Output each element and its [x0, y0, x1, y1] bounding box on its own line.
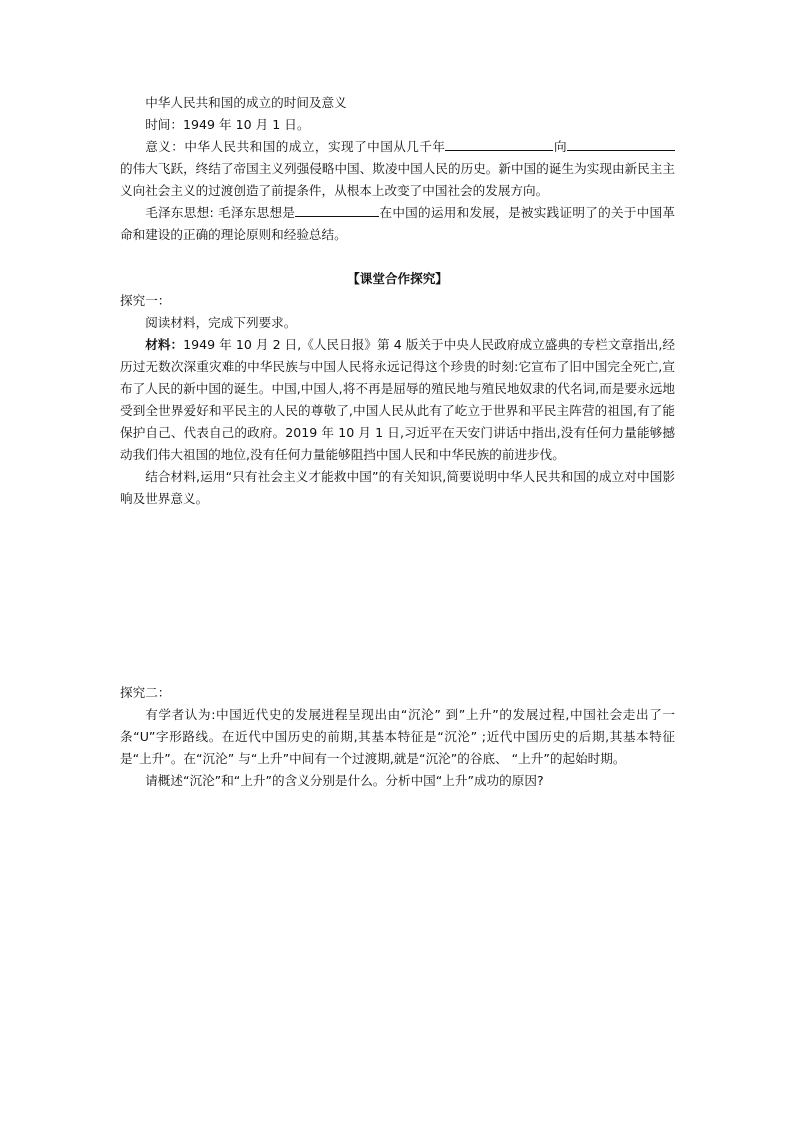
explore1-label: 探究一： — [120, 293, 171, 308]
explore2-label: 探究二： — [120, 685, 171, 700]
fill-blank-2[interactable] — [567, 136, 675, 151]
mao-prefix: 毛泽东思想: 毛泽东思想是 — [145, 205, 296, 220]
explore2-question: 请概述“沉沦”和“上升”的含义分别是什么。分析中国“上升”成功的原因? — [145, 773, 544, 788]
mao-paragraph — [120, 202, 675, 246]
answer-space[interactable] — [120, 510, 675, 682]
explore1-material — [120, 334, 675, 466]
explore1-instruction: 阅读材料，完成下列要求。 — [145, 315, 297, 330]
meaning-rest: 的伟大飞跃，终结了帝国主义列强侵略中国、欺凌中国人民的历史。新中国的诞生为实现由新民主主义向社会主义的过渡创造了前提条件，从根本上改变了中国社会的发展方向。 — [120, 161, 675, 198]
explore2-text: 有学者认为:中国近代史的发展进程呈现出由“沉沦” 到”上升”的发展过程,中国社会走出了一条“U”字形路线。在近代中国历史的前期,其基本特征是“沉沦” ;近代中国历史的后期,其基本特征是“上升”。在“沉沦” 与“上升”中间有一个过渡期,就是“沉沦”的谷底、 “上升”的起始时期。 — [120, 707, 675, 766]
fill-blank-1[interactable] — [445, 136, 553, 151]
mao-rest: 在中国的运用和发展，是被实践证明了的关于中国革命和建设的正确的理论原则和经验总结。 — [120, 205, 676, 242]
section-title: 【课堂合作探究】 — [347, 271, 448, 286]
meaning-mid: 向 — [553, 139, 568, 154]
material-label: 材料： — [145, 337, 184, 352]
meaning-paragraph — [120, 136, 675, 202]
material-text: 1949 年 10 月 2 日,《人民日报》第 4 版关于中央人民政府成立盛典的专栏文章指出,经历过无数次深重灾难的中华民族与中国人民将永远记得这个珍贵的时刻:它宣布了旧中国完全死亡,宣布了人民的新中国的诞生。中国,中国人,将不再是屈辱的殖民地与殖民地奴隶的代名词,而是要永远地受到全世界爱好和平民主的人民的尊敬了,中国人民从此有了屹立于世界和平民主阵营的祖国,有了能保护自己、代表自己的政府。2019 年 10 月 1 日,习近平在天安门讲话中指出,没有任何力量能够撼动我们伟大祖国的地位,没有任何力量能够阻挡中国人民和中华民族的前进步伐。 — [120, 337, 675, 462]
time-line: 时间：1949 年 10 月 1 日。 — [145, 117, 310, 132]
explore1-question: 结合材料,运用“只有社会主义才能救中国”的有关知识,简要说明中华人民共和国的成立对中国影响及世界意义。 — [120, 469, 675, 506]
intro-heading: 中华人民共和国的成立的时间及意义 — [145, 95, 347, 110]
meaning-prefix: 意义：中华人民共和国的成立，实现了中国从几千年 — [145, 139, 446, 154]
fill-blank-3[interactable] — [295, 202, 379, 217]
document-page — [120, 92, 675, 792]
